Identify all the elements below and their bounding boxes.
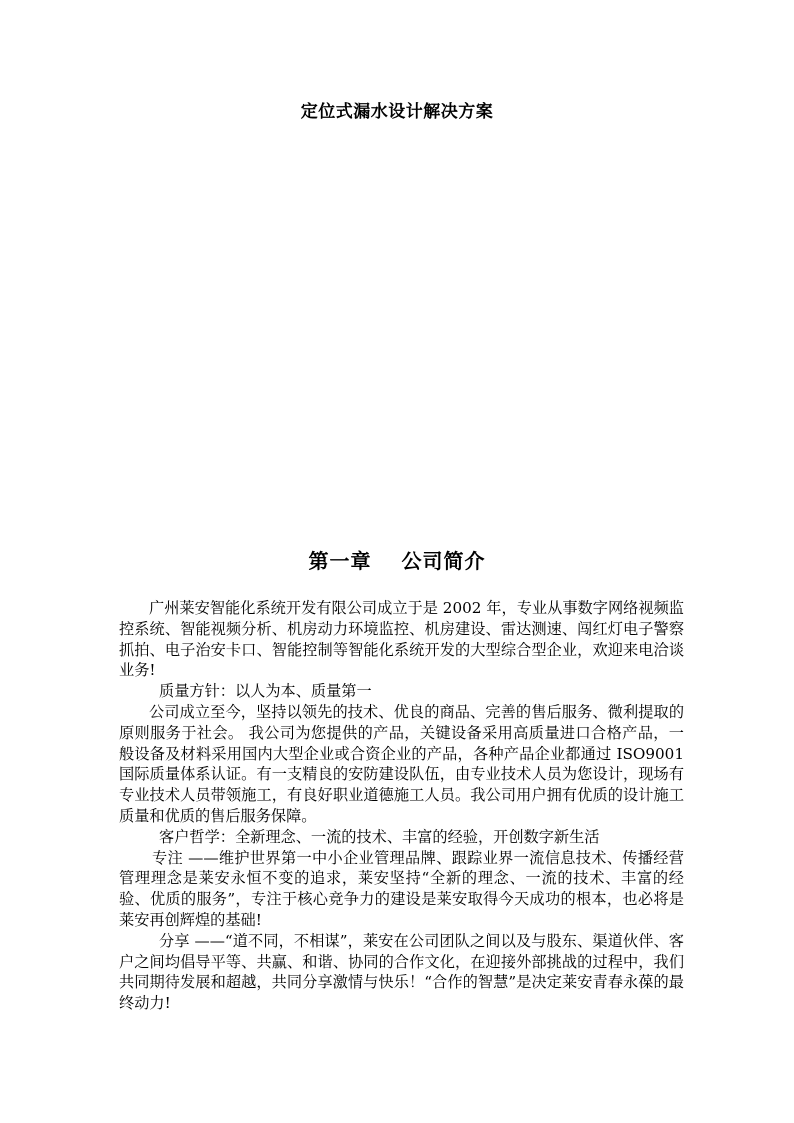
- paragraph-quality-policy: 质量方针：以人为本、质量第一: [159, 682, 372, 701]
- chapter-name: 公司简介: [401, 549, 486, 573]
- chapter-number: 第一章: [308, 549, 372, 573]
- document-title: 定位式漏水设计解决方案: [300, 102, 494, 122]
- paragraph-sharing: 分享 ——“道不同，不相谋”，莱安在公司团队之间以及与股东、渠道伙伴、客户之间均倡导平等、共赢、和谐、协同的合作文化，在迎接外部挑战的过程中，我们共同期待发展和超越，共同分享激情与快乐！“合作的智慧”是决定莱安青春永葆的最终动力!: [119, 931, 684, 1013]
- chapter-heading: [0, 545, 794, 574]
- chapter-body: [119, 598, 684, 1014]
- paragraph-customer-philosophy: 客户哲学：全新理念、一流的技术、丰富的经验，开创数字新生活: [159, 827, 600, 846]
- paragraph-company-principles: 公司成立至今，坚持以领先的技术、优良的商品、完善的售后服务、微利提取的原则服务于社会。 我公司为您提供的产品，关键设备采用高质量进口合格产品，一般设备及材料采用国内大型企业或合资企业的产品，各种产品企业都通过 ISO9001 国际质量体系认证。有一支精良的安防建设队伍，由专业技术人员为您设计，现场有专业技术人员带领施工，有良好职业道德施工人员。我公司用户拥有优质的设计施工质量和优质的售后服务保障。: [119, 702, 684, 825]
- paragraph-company-intro: 广州莱安智能化系统开发有限公司成立于是 2002 年，专业从事数字网络视频监控系统、智能视频分析、机房动力环境监控、机房建设、雷达测速、闯红灯电子警察抓拍、电子治安卡口、智能控制等智能化系统开发的大型综合型企业，欢迎来电洽谈业务!: [119, 599, 684, 680]
- paragraph-focus: 专注 ——维护世界第一中小企业管理品牌、跟踪业界一流信息技术、传播经营管理理念是莱安永恒不变的追求，莱安坚持“全新的理念、一流的技术、丰富的经验、优质的服务”，专注于核心竞争力的建设是莱安取得今天成功的根本，也必将是莱安再创辉煌的基础!: [119, 848, 684, 929]
